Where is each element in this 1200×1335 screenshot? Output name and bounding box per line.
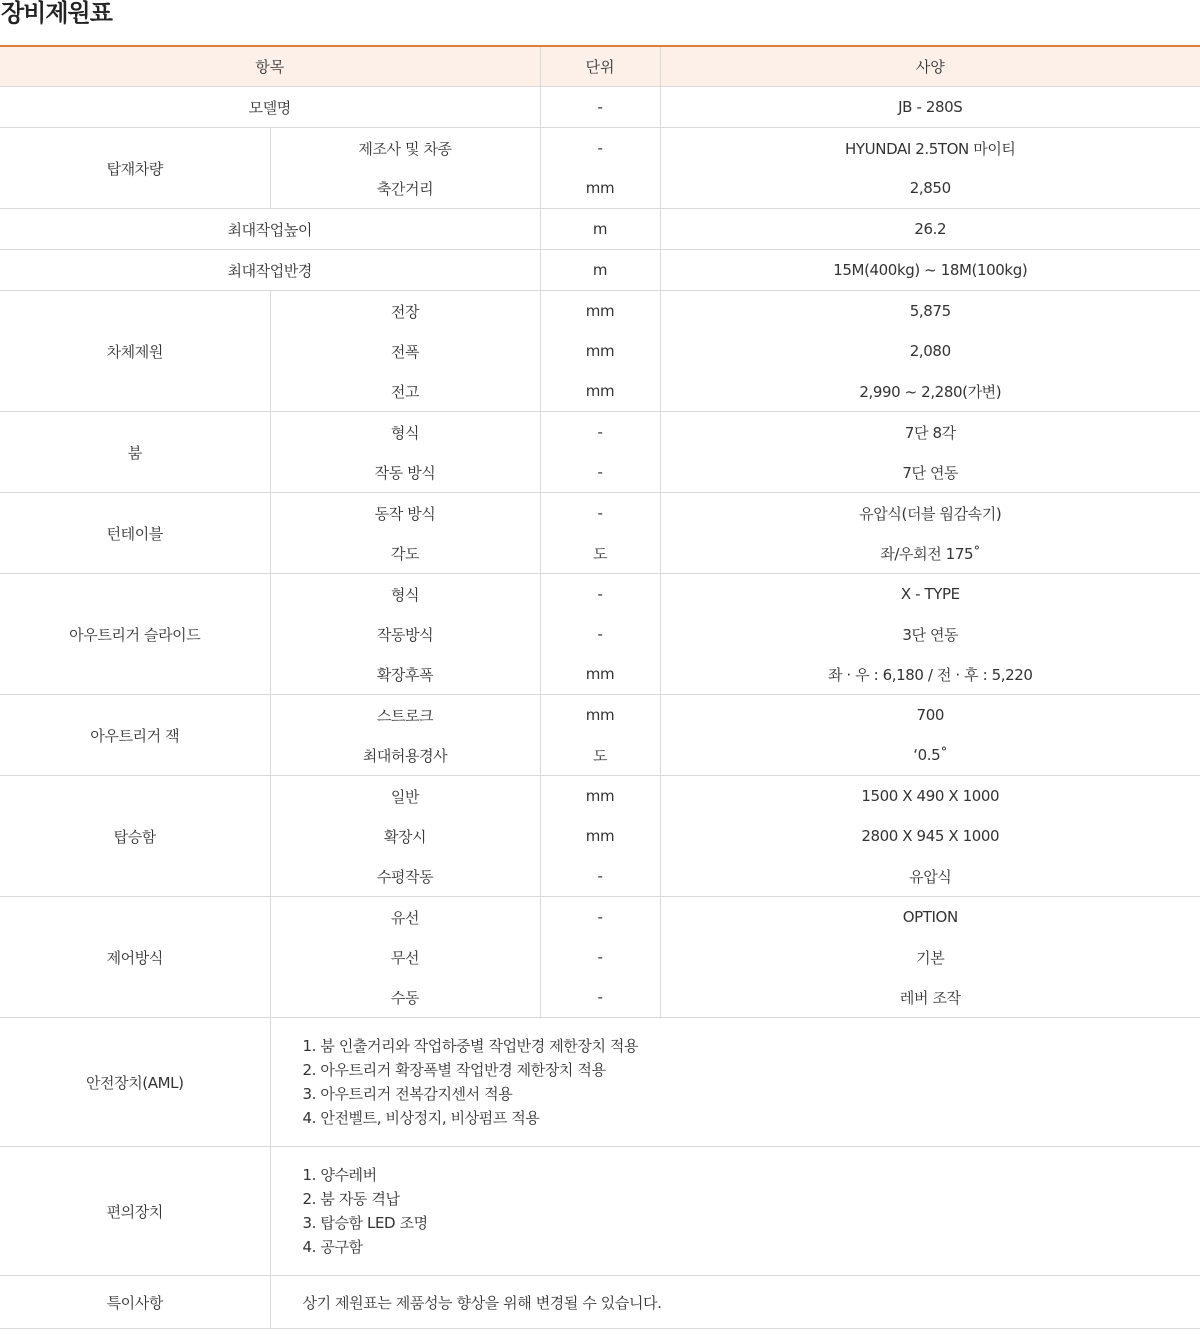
spec-table (0, 45, 1200, 1329)
row-unit: - (540, 856, 660, 897)
row-sublabel: 유선 (270, 897, 540, 938)
row-sublabel: 무선 (270, 937, 540, 977)
header-item: 항목 (0, 46, 540, 87)
row-value: 26.2 (660, 209, 1200, 250)
row-sublabel: 각도 (270, 533, 540, 574)
list-item: 1. 붐 인출거리와 작업하중별 작업반경 제한장치 적용 (302, 1037, 639, 1055)
row-sublabel: 일반 (270, 776, 540, 817)
list-item: 4. 안전벨트, 비상정지, 비상펌프 적용 (302, 1109, 540, 1127)
row-unit: mm (540, 654, 660, 695)
row-sublabel: 작동방식 (270, 614, 540, 654)
row-sublabel: 전폭 (270, 331, 540, 371)
row-value: X - TYPE (660, 574, 1200, 615)
row-value: 7단 8각 (660, 412, 1200, 453)
list-item: 2. 붐 자동 격납 (302, 1190, 400, 1208)
table-row (0, 695, 1200, 736)
table-row (0, 250, 1200, 291)
row-value: 좌/우회전 175˚ (660, 533, 1200, 574)
row-value: 좌 · 우 : 6,180 / 전 · 후 : 5,220 (660, 654, 1200, 695)
row-unit: - (540, 977, 660, 1018)
row-value: 유압식(더블 웜감속기) (660, 493, 1200, 534)
group-label: 제어방식 (0, 897, 270, 1018)
row-unit: - (540, 87, 660, 128)
remarks-text: 상기 제원표는 제품성능 향상을 위해 변경될 수 있습니다. (270, 1276, 1200, 1329)
row-value: JB - 280S (660, 87, 1200, 128)
row-unit: m (540, 250, 660, 291)
row-label: 모델명 (0, 87, 540, 128)
table-row (0, 776, 1200, 817)
row-value: 2,080 (660, 331, 1200, 371)
row-value: HYUNDAI 2.5TON 마이티 (660, 128, 1200, 169)
row-value: 기본 (660, 937, 1200, 977)
row-sublabel: 형식 (270, 574, 540, 615)
row-sublabel: 축간거리 (270, 168, 540, 209)
group-label: 턴테이블 (0, 493, 270, 574)
row-value: 유압식 (660, 856, 1200, 897)
row-unit: - (540, 897, 660, 938)
convenience-list (270, 1147, 1200, 1276)
table-row (0, 1276, 1200, 1329)
row-value: OPTION (660, 897, 1200, 938)
row-unit: mm (540, 291, 660, 332)
row-unit: mm (540, 776, 660, 817)
table-row (0, 1147, 1200, 1276)
table-row (0, 87, 1200, 128)
header-spec: 사양 (660, 46, 1200, 87)
table-row (0, 412, 1200, 453)
row-sublabel: 전고 (270, 371, 540, 412)
row-sublabel: 수평작동 (270, 856, 540, 897)
group-label: 탑승함 (0, 776, 270, 897)
row-unit: - (540, 493, 660, 534)
row-value: ‘0.5˚ (660, 735, 1200, 776)
row-sublabel: 수동 (270, 977, 540, 1018)
group-label: 탑재차량 (0, 128, 270, 209)
table-row (0, 574, 1200, 615)
row-value: 2,990 ~ 2,280(가변) (660, 371, 1200, 412)
group-label: 아우트리거 잭 (0, 695, 270, 776)
list-item: 1. 양수레버 (302, 1166, 377, 1184)
row-unit: mm (540, 331, 660, 371)
row-sublabel: 동작 방식 (270, 493, 540, 534)
row-sublabel: 제조사 및 차종 (270, 128, 540, 169)
header-unit: 단위 (540, 46, 660, 87)
row-unit: - (540, 614, 660, 654)
row-label: 최대작업반경 (0, 250, 540, 291)
row-sublabel: 전장 (270, 291, 540, 332)
row-unit: - (540, 128, 660, 169)
row-label: 편의장치 (0, 1147, 270, 1276)
table-row (0, 1018, 1200, 1147)
row-sublabel: 작동 방식 (270, 452, 540, 493)
row-unit: mm (540, 695, 660, 736)
group-label: 차체제원 (0, 291, 270, 412)
row-label: 최대작업높이 (0, 209, 540, 250)
list-item: 3. 탑승함 LED 조명 (302, 1214, 428, 1232)
table-row (0, 128, 1200, 169)
list-item: 3. 아우트리거 전복감지센서 적용 (302, 1085, 513, 1103)
row-value: 700 (660, 695, 1200, 736)
group-label: 아우트리거 슬라이드 (0, 574, 270, 695)
group-label: 붐 (0, 412, 270, 493)
row-value: 2,850 (660, 168, 1200, 209)
row-sublabel: 확장후폭 (270, 654, 540, 695)
table-row (0, 209, 1200, 250)
row-value: 3단 연동 (660, 614, 1200, 654)
row-unit: - (540, 412, 660, 453)
list-item: 2. 아우트리거 확장폭별 작업반경 제한장치 적용 (302, 1061, 606, 1079)
table-header-row (0, 46, 1200, 87)
row-sublabel: 형식 (270, 412, 540, 453)
table-row (0, 493, 1200, 534)
row-value: 15M(400kg) ~ 18M(100kg) (660, 250, 1200, 291)
table-row (0, 897, 1200, 938)
row-unit: mm (540, 816, 660, 856)
row-sublabel: 최대허용경사 (270, 735, 540, 776)
row-value: 7단 연동 (660, 452, 1200, 493)
row-unit: 도 (540, 533, 660, 574)
page-title: 장비제원표 (1, 0, 112, 27)
row-sublabel: 스트로크 (270, 695, 540, 736)
row-unit: - (540, 937, 660, 977)
row-value: 1500 X 490 X 1000 (660, 776, 1200, 817)
row-label: 특이사항 (0, 1276, 270, 1329)
row-value: 레버 조작 (660, 977, 1200, 1018)
row-unit: 도 (540, 735, 660, 776)
row-unit: mm (540, 371, 660, 412)
list-item: 4. 공구함 (302, 1238, 363, 1256)
row-value: 2800 X 945 X 1000 (660, 816, 1200, 856)
row-unit: - (540, 574, 660, 615)
table-row (0, 291, 1200, 332)
row-unit: - (540, 452, 660, 493)
row-label: 안전장치(AML) (0, 1018, 270, 1147)
safety-list (270, 1018, 1200, 1147)
row-sublabel: 확장시 (270, 816, 540, 856)
row-unit: m (540, 209, 660, 250)
row-value: 5,875 (660, 291, 1200, 332)
row-unit: mm (540, 168, 660, 209)
